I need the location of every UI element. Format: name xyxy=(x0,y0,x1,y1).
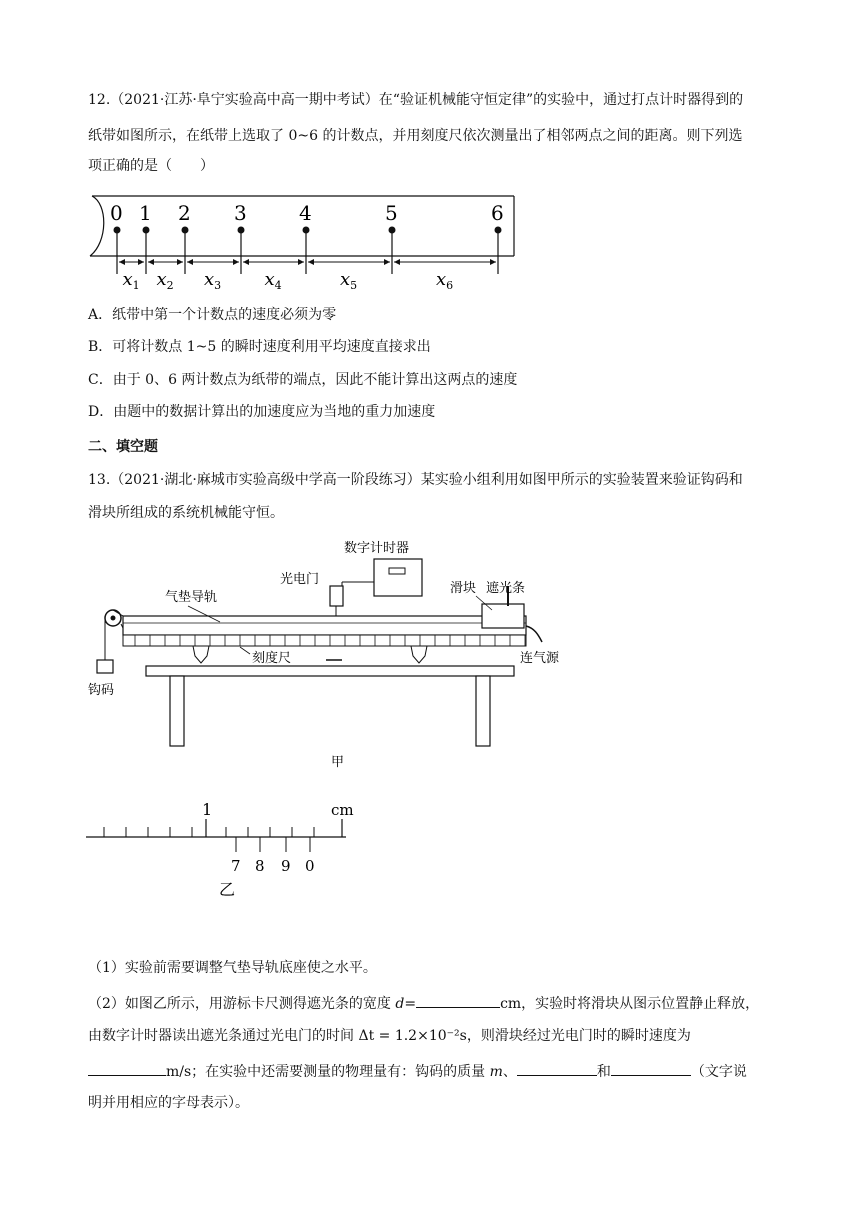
q12-option-a: A．纸带中第一个计数点的速度必须为零 xyxy=(88,307,337,323)
vernier-figure xyxy=(80,790,380,900)
label-slider: 滑块 xyxy=(450,581,477,596)
blank-quantity-2[interactable] xyxy=(611,1063,691,1076)
tape-point-label-0: 0 xyxy=(110,201,123,225)
caption-jia: 甲 xyxy=(331,755,345,770)
scale-ruler xyxy=(123,635,526,646)
label-ruler: 刻度尺 xyxy=(252,651,292,666)
blank-width[interactable] xyxy=(416,995,500,1008)
tape-dot xyxy=(303,227,310,234)
tape-point-label-4: 4 xyxy=(299,201,312,225)
q12-option-d: D．由题中的数据计算出的加速度应为当地的重力加速度 xyxy=(88,404,436,420)
tape-dot xyxy=(389,227,396,234)
apparatus-figure xyxy=(80,536,570,776)
q12-line2: 纸带如图所示，在纸带上选取了 0~6 的计数点，并用刻度尺依次测量出了相邻两点之间的距离。则下列选 xyxy=(88,128,743,144)
tape-dot xyxy=(143,227,150,234)
section-heading: 二、填空题 xyxy=(88,439,158,455)
q13-line2: 滑块所组成的系统机械能守恒。 xyxy=(88,505,284,521)
tape-dot xyxy=(238,227,245,234)
segment-label: $x_3$ xyxy=(204,269,222,290)
segment-label: $x_5$ xyxy=(340,269,358,290)
unit-label: cm xyxy=(331,801,354,819)
vernier-label-9: 9 xyxy=(281,857,291,875)
q12-line1: 12.（2021·江苏·阜宁实验高中高一期中考试）在“验证机械能守恒定律”的实验中，通过打点计时器得到的 xyxy=(88,92,744,108)
q12-option-b: B．可将计数点 1~5 的瞬时速度利用平均速度直接求出 xyxy=(88,339,431,355)
air-rail xyxy=(123,616,526,635)
segment-label: $x_2$ xyxy=(156,269,174,290)
label-strip: 遮光条 xyxy=(486,581,526,596)
paper-tape-figure xyxy=(84,192,524,290)
tape-point-label-5: 5 xyxy=(385,201,398,225)
vernier-label-7: 7 xyxy=(231,857,241,875)
label-air: 连气源 xyxy=(520,651,560,666)
vernier-label-0: 0 xyxy=(305,857,315,875)
tape-point-label-2: 2 xyxy=(178,201,191,225)
table-top xyxy=(146,666,514,676)
q13-sub2-line2: 由数字计时器读出遮光条通过光电门的时间 Δt = 1.2×10⁻²s，则滑块经过光电门时的瞬时速度为 xyxy=(88,1028,691,1044)
blank-velocity[interactable] xyxy=(88,1063,166,1076)
q13-line1: 13.（2021·湖北·麻城市实验高级中学高一阶段练习）某实验小组利用如图甲所示的实验装置来验证钩码和 xyxy=(88,472,743,488)
tape-point-label-3: 3 xyxy=(234,201,247,225)
q12-line3: 项正确的是（ ） xyxy=(88,158,214,174)
q12-option-c: C．由于 0、6 两计数点为纸带的端点，因此不能计算出这两点的速度 xyxy=(88,372,518,388)
segment-label: $x_6$ xyxy=(436,269,454,290)
q13-sub2-line3: m/s；在实验中还需要测量的物理量有：钩码的质量 m、 和 （文字说 xyxy=(88,1063,778,1079)
vernier-label-8: 8 xyxy=(255,857,265,875)
tape-dot xyxy=(495,227,502,234)
q13-sub2-line4: 明并用相应的字母表示）。 xyxy=(88,1095,249,1111)
tape-dot xyxy=(114,227,121,234)
label-gate: 光电门 xyxy=(280,572,320,587)
tape-point-label-1: 1 xyxy=(139,201,152,225)
label-rail: 气垫导轨 xyxy=(165,590,218,605)
main-scale-label: 1 xyxy=(202,800,213,819)
hook-weight xyxy=(97,660,113,673)
blank-quantity-1[interactable] xyxy=(517,1063,597,1076)
q13-sub1: （1）实验前需要调整气垫导轨底座使之水平。 xyxy=(88,960,377,976)
segment-label: $x_4$ xyxy=(264,269,282,290)
q13-sub2-line1: （2）如图乙所示，用游标卡尺测得遮光条的宽度 d= cm，实验时将滑块从图示位置静止释放， xyxy=(88,996,760,1012)
segment-label: $x_1$ xyxy=(122,269,140,290)
digital-timer xyxy=(374,559,422,596)
slider xyxy=(482,604,524,628)
photogate xyxy=(330,586,343,606)
label-weight: 钩码 xyxy=(88,683,115,698)
label-timer: 数字计时器 xyxy=(344,541,410,556)
caption-yi: 乙 xyxy=(219,880,236,899)
tape-dot xyxy=(182,227,189,234)
tape-point-label-6: 6 xyxy=(491,201,504,225)
